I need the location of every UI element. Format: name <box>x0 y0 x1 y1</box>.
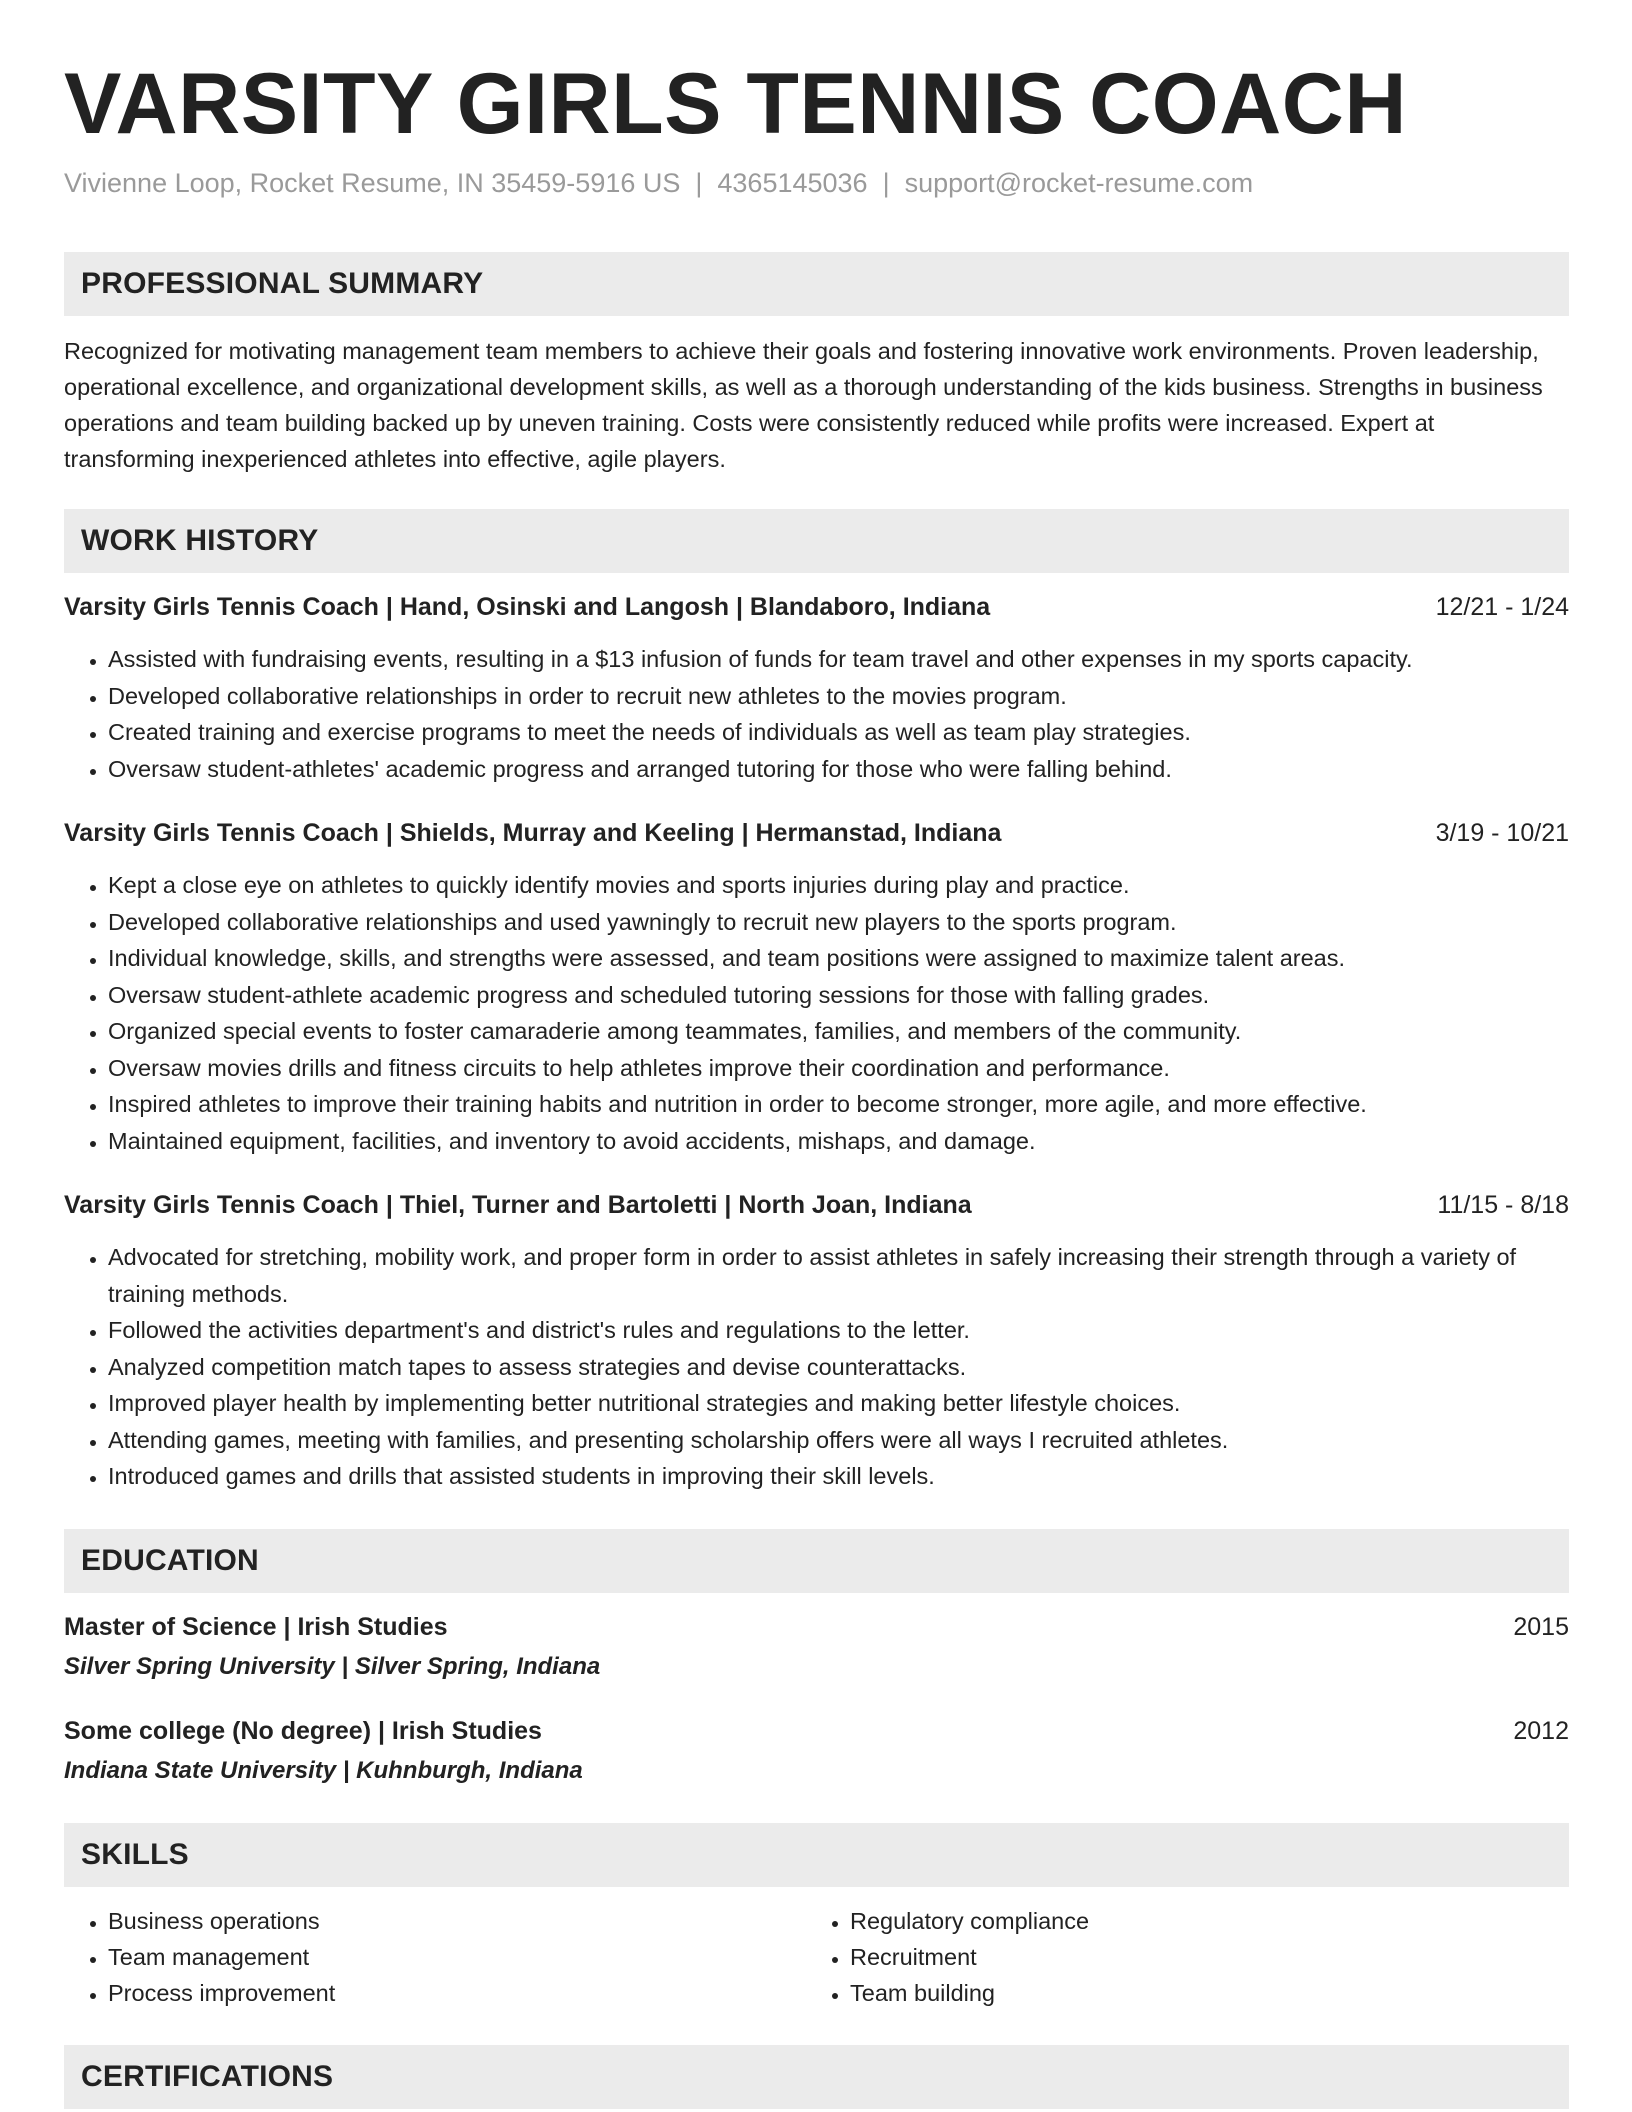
contact-line <box>64 166 1569 200</box>
skill-item: • Recruitment <box>850 1939 1548 1975</box>
skills-column-right <box>806 1903 1548 2011</box>
section-header-education: EDUCATION <box>64 1529 1569 1593</box>
contact-separator: | <box>695 168 703 198</box>
job-dates: 11/15 - 8/18 <box>1437 1191 1569 1219</box>
job-bullet: • Developed collaborative relationships and used yawningly to recruit new players to the sports program. <box>108 904 1569 941</box>
education-school: Silver Spring University | Silver Spring, Indiana <box>64 1652 601 1680</box>
skill-item: • Process improvement <box>108 1975 806 2011</box>
job-bullet: • Followed the activities department's and district's rules and regulations to the letter. <box>108 1312 1569 1349</box>
job-bullet: • Inspired athletes to improve their training habits and nutrition in order to become stronger, more agile, and more effective. <box>108 1086 1569 1123</box>
job-bullet: • Analyzed competition match tapes to assess strategies and devise counterattacks. <box>108 1349 1569 1386</box>
job-header <box>64 815 1569 851</box>
job-bullets <box>64 641 1569 787</box>
education-list <box>64 1609 1569 1789</box>
section-header-skills: SKILLS <box>64 1823 1569 1887</box>
job-bullet: • Assisted with fundraising events, resulting in a $13 infusion of funds for team travel and other expenses in my sports capacity. <box>108 641 1569 678</box>
skills-column-left <box>64 1903 806 2011</box>
job-entry <box>64 1187 1569 1495</box>
education-entry <box>64 1713 1569 1789</box>
job-header <box>64 1187 1569 1223</box>
section-header-work-history: WORK HISTORY <box>64 509 1569 573</box>
section-header-summary: PROFESSIONAL SUMMARY <box>64 252 1569 316</box>
job-bullets <box>64 867 1569 1159</box>
job-entry <box>64 589 1569 787</box>
contact-email: support@rocket-resume.com <box>904 168 1254 198</box>
skill-item: • Team management <box>108 1939 806 1975</box>
job-bullet: • Organized special events to foster camaraderie among teammates, families, and members of the community. <box>108 1013 1569 1050</box>
skill-item: • Team building <box>850 1975 1548 2011</box>
job-title: Varsity Girls Tennis Coach | Hand, Osinski and Langosh | Blandaboro, Indiana <box>64 593 991 621</box>
job-bullet: • Attending games, meeting with families, and presenting scholarship offers were all ways I recruited athletes. <box>108 1422 1569 1459</box>
job-dates: 3/19 - 10/21 <box>1435 819 1569 847</box>
education-header <box>64 1713 1569 1749</box>
education-entry <box>64 1609 1569 1685</box>
job-bullet: • Advocated for stretching, mobility work, and proper form in order to assist athletes in safely increasing their strength through a variety of training methods. <box>108 1239 1569 1312</box>
summary-text: Recognized for motivating management team members to achieve their goals and fostering innovative work environments. Proven leadership, operational excellence, and organizational development skills, as well as a thorough understanding of the kids business. Strengths in business operations and team building backed up by uneven training. Costs were consistently reduced while profits were increased. Expert at transforming inexperienced athletes into effective, agile players. <box>64 338 1543 472</box>
section-header-certifications: CERTIFICATIONS <box>64 2045 1569 2109</box>
job-bullet: • Oversaw student-athlete academic progress and scheduled tutoring sessions for those with falling grades. <box>108 977 1569 1014</box>
job-dates: 12/21 - 1/24 <box>1435 593 1569 621</box>
job-entry <box>64 815 1569 1159</box>
job-title: Varsity Girls Tennis Coach | Thiel, Turner and Bartoletti | North Joan, Indiana <box>64 1191 972 1219</box>
education-degree: Some college (No degree) | Irish Studies <box>64 1716 542 1745</box>
skill-item: • Business operations <box>108 1903 806 1939</box>
contact-address: Vivienne Loop, Rocket Resume, IN 35459-5916 US <box>64 168 681 198</box>
skill-item: • Regulatory compliance <box>850 1903 1548 1939</box>
resume-title: VARSITY GIRLS TENNIS COACH <box>64 56 1407 152</box>
education-year: 2012 <box>1513 1716 1569 1745</box>
education-header <box>64 1609 1569 1645</box>
job-bullet: • Improved player health by implementing better nutritional strategies and making better lifestyle choices. <box>108 1385 1569 1422</box>
education-school: Indiana State University | Kuhnburgh, Indiana <box>64 1756 583 1784</box>
contact-separator: | <box>882 168 890 198</box>
job-bullet: • Maintained equipment, facilities, and inventory to avoid accidents, mishaps, and damage. <box>108 1123 1569 1160</box>
job-bullet: • Individual knowledge, skills, and strengths were assessed, and team positions were assigned to maximize talent areas. <box>108 940 1569 977</box>
skills-grid <box>64 1903 1569 2011</box>
job-bullet: • Developed collaborative relationships in order to recruit new athletes to the movies program. <box>108 678 1569 715</box>
job-bullets <box>64 1239 1569 1495</box>
job-header <box>64 589 1569 625</box>
job-bullet: • Oversaw movies drills and fitness circuits to help athletes improve their coordination and performance. <box>108 1050 1569 1087</box>
job-bullet: • Oversaw student-athletes' academic progress and arranged tutoring for those who were falling behind. <box>108 751 1569 788</box>
job-bullet: • Created training and exercise programs to meet the needs of individuals as well as team play strategies. <box>108 714 1569 751</box>
job-bullet: • Introduced games and drills that assisted students in improving their skill levels. <box>108 1458 1569 1495</box>
job-bullet: • Kept a close eye on athletes to quickly identify movies and sports injuries during play and practice. <box>108 867 1569 904</box>
contact-phone: 4365145036 <box>717 168 868 198</box>
education-year: 2015 <box>1513 1612 1569 1641</box>
job-title: Varsity Girls Tennis Coach | Shields, Murray and Keeling | Hermanstad, Indiana <box>64 819 1002 847</box>
education-degree: Master of Science | Irish Studies <box>64 1612 448 1641</box>
work-history-list <box>64 589 1569 1495</box>
